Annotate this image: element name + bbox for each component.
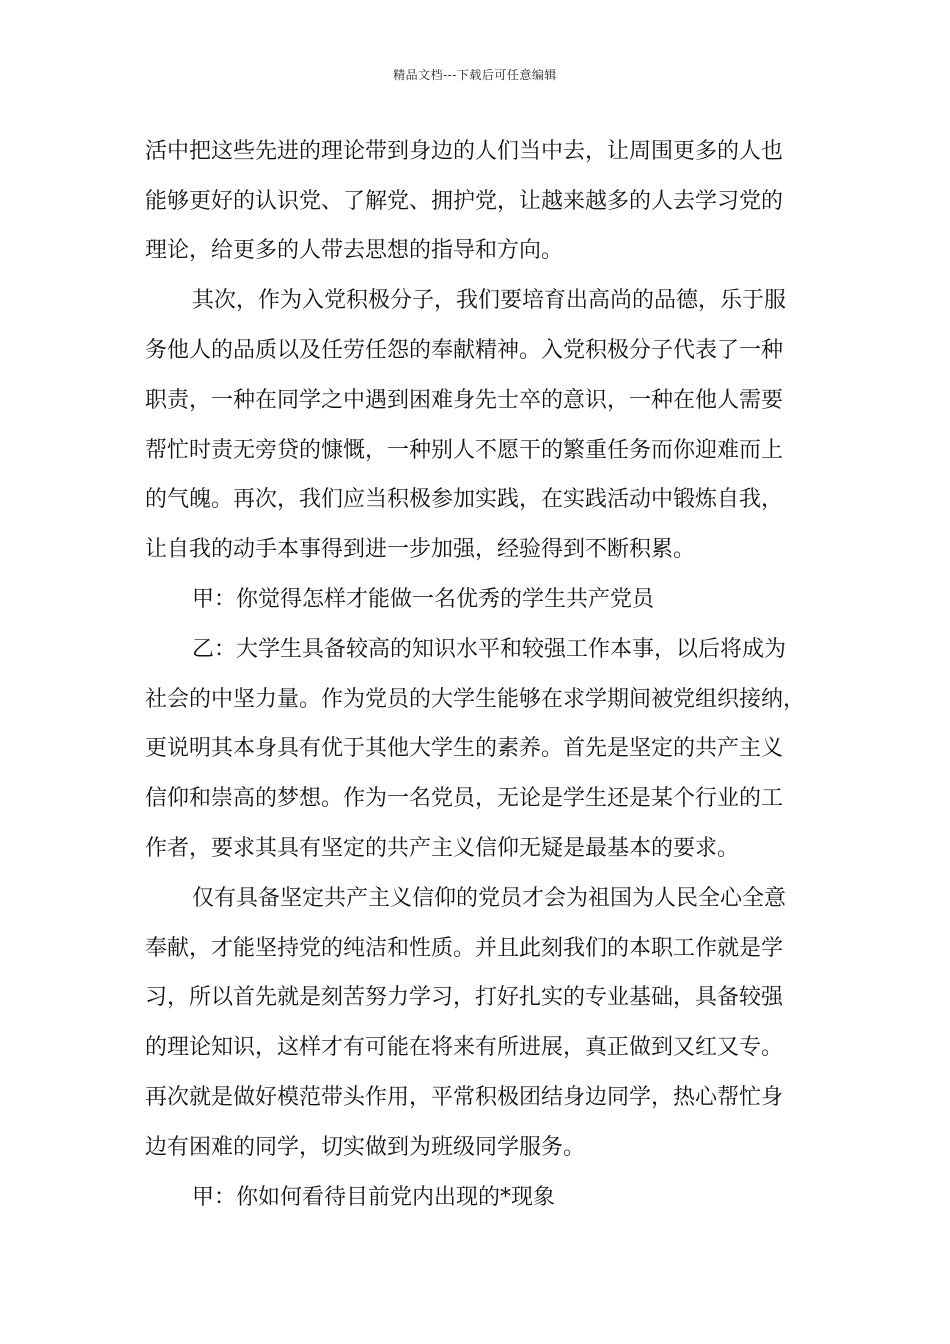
text-line: 社会的中坚力量。作为党员的大学生能够在求学期间被党组织接纳， xyxy=(145,687,806,712)
text-line: 作者，要求其具有坚定的共产主义信仰无疑是最基本的要求。 xyxy=(145,836,740,861)
answer-first-line: 乙：大学生具备较高的知识水平和较强工作本事，以后将成为 xyxy=(192,637,787,662)
question-line: 甲：你觉得怎样才能做一名优秀的学生共产党员 xyxy=(192,587,655,612)
question-line: 甲：你如何看待目前党内出现的*现象 xyxy=(192,1185,556,1210)
text-line: 的气魄。再次，我们应当积极参加实践，在实践活动中锻炼自我， xyxy=(145,487,784,512)
text-line: 的理论知识，这样才有可能在将来有所进展，真正做到又红又专。 xyxy=(145,1035,784,1060)
text-line: 理论，给更多的人带去思想的指导和方向。 xyxy=(145,238,564,263)
text-line: 再次就是做好模范带头作用，平常积极团结身边同学，热心帮忙身 xyxy=(145,1085,784,1110)
text-line: 帮忙时责无旁贷的慷慨，一种别人不愿干的繁重任务而你迎难而上 xyxy=(145,438,784,463)
text-line: 习，所以首先就是刻苦努力学习，打好扎实的专业基础，具备较强 xyxy=(145,985,784,1010)
text-line: 能够更好的认识党、了解党、拥护党，让越来越多的人去学习党的 xyxy=(145,189,784,214)
text-line: 让自我的动手本事得到进一步加强，经验得到不断积累。 xyxy=(145,537,696,562)
text-line: 务他人的品质以及任劳任怨的奉献精神。入党积极分子代表了一种 xyxy=(145,338,784,363)
text-line: 奉献，才能坚持党的纯洁和性质。并且此刻我们的本职工作就是学 xyxy=(145,936,784,961)
paragraph-first-line: 其次，作为入党积极分子，我们要培育出高尚的品德，乐于服 xyxy=(192,288,787,313)
page-header: 精品文档---下载后可任意编辑 xyxy=(393,68,557,82)
text-line: 职责，一种在同学之中遇到困难身先士卒的意识，一种在他人需要 xyxy=(145,388,784,413)
text-line: 边有困难的同学，切实做到为班级同学服务。 xyxy=(145,1135,586,1160)
paragraph-first-line: 仅有具备坚定共产主义信仰的党员才会为祖国为人民全心全意 xyxy=(192,886,787,911)
text-line: 更说明其本身具有优于其他大学生的素养。首先是坚定的共产主义 xyxy=(145,736,784,761)
text-line: 信仰和崇高的梦想。作为一名党员，无论是学生还是某个行业的工 xyxy=(145,786,784,811)
text-line: 活中把这些先进的理论带到身边的人们当中去，让周围更多的人也 xyxy=(145,139,784,164)
